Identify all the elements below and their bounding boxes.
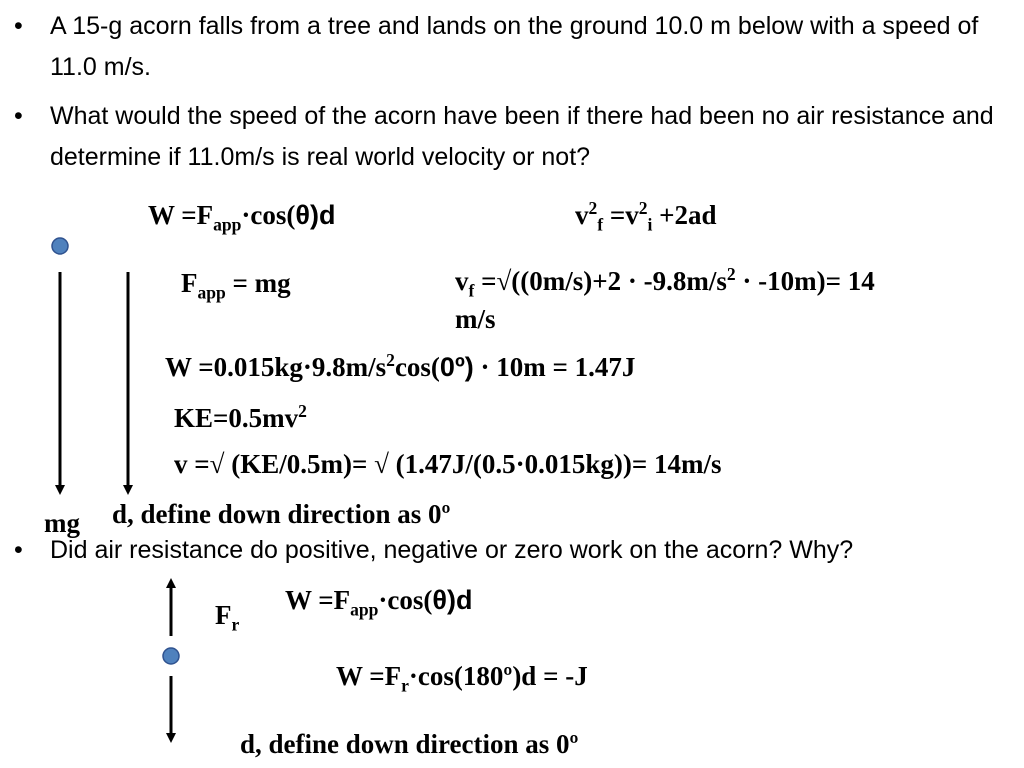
acorn-icon	[52, 238, 68, 254]
bullet-text: What would the speed of the acorn have been if there had been no air resistance and determine if 11.0m/s is real world velocity or not?	[50, 102, 994, 171]
air-resistance-work: $W =F_r\cdot\cos(180º)d = -J$	[336, 661, 588, 696]
weight-label: mg	[44, 508, 80, 538]
bullet-marker: •	[14, 12, 23, 40]
work-definition: $W =F_{app}\cdot\cos(\theta)d$	[148, 200, 336, 235]
velocity-from-ke-equation: v =√ (KE/0.5m)= √ (1.47J/(0.5·0.015kg))= 14m/s	[174, 449, 722, 479]
acorn-icon	[163, 648, 179, 664]
work-calculation: $W =0.015kg\cdot 9.8m/s^2\cos(0º) \cdot 10m = 1.47J$	[165, 350, 636, 382]
air-resistance-label: $F_r$	[215, 600, 240, 635]
applied-force-equation: $F_{app}$ = mg	[181, 268, 291, 303]
direction-label: d, define down direction as 0º	[112, 499, 451, 529]
bullet-text: A 15-g acorn falls from a tree and lands on the ground 10.0 m below with a speed of 11.0 m/s.	[50, 12, 979, 81]
final-velocity-equation: $v_f =√((0m/s)+2 \cdot -9.8m/s^2 \cdot -10m)= 14$ m/s	[455, 264, 875, 334]
kinetic-energy-equation: $KE=0.5mv^2$	[174, 401, 307, 433]
direction-label-2: d, define down direction as 0º	[240, 729, 579, 759]
work-definition-2: $W =F_{app}\cdot\cos(\theta)d$	[285, 585, 473, 620]
bullet-text: Did air resistance do positive, negative or zero work on the acorn? Why?	[50, 536, 854, 564]
bullet-marker: •	[14, 102, 23, 130]
kinematic-equation: $v^2_f =v^2_i +2ad$	[575, 198, 717, 235]
bullet-marker: •	[14, 536, 23, 564]
